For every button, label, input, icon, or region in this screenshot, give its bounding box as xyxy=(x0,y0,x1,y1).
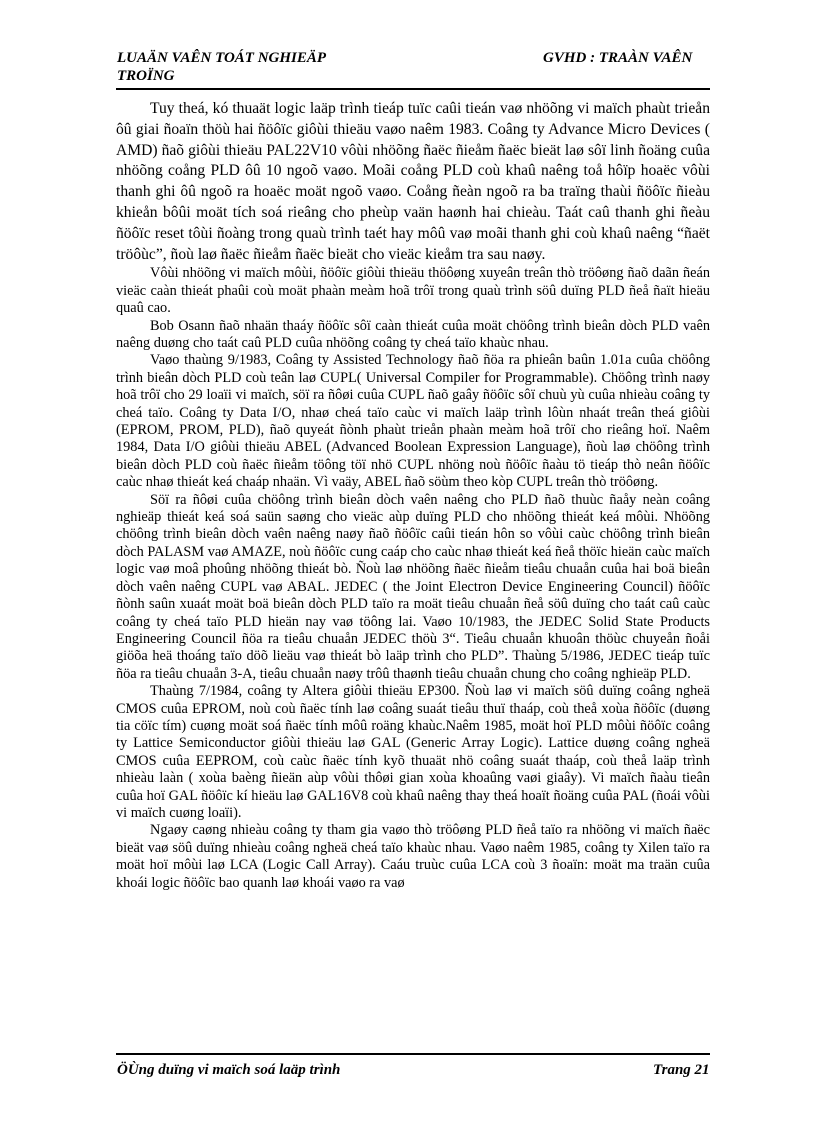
paragraph-5: Söï ra ñôøi cuûa chöông trình bieân dòch vaên naêng cho PLD ñaõ thuùc ñaåy neàn coâng nghieäp thieát keá soá saün saøng cho vieäc aùp duïng PLD cho nhöõng thieát keá môùi. Nhöõng chöông trình bieân dòch vaên naêng naøy ñaõ ñöôïc caûi tieán hôn so vôùi caùc chöông trình bieân dòch PALASM vaø AMAZE, noù ñöôïc cung caáp cho caùc nhaø thieát keá ñeå thöïc hieän caùc maïch logic vaø moâ phoûng nhöõng thieát bò. Ñoù laø nhöõng ñaëc ñieåm tieâu chuaån cuûa hai boä bieân dòch vaên naêng CUPL vaø ABAL. JEDEC ( the Joint Electron Device Engineering Council) ñöôïc ñònh saûn xuaát moät boä bieân dòch PLD taïo ra moät tieâu chuaån ñeå söû duïng cho taát caû caùc coâng ty cheá taïo PLD hieän nay vaø töông lai. Vaøo 10/1983, the JEDEC Solid State Products Engineering Council ñöa ra tieâu chuaån JEDEC thöù 3“. Tieâu chuaån khuoân thöùc chuyeån ñoåi giöõa heä thoáng taïo döõ lieäu vaø thieát bò laäp trình cho PLD”. Thaùng 5/1986, JEDEC tieáp tuïc ñöa ra tieâu chuaån 3-A, tieâu chuaån naøy trôû thaønh tieâu chuaån chung cho coâng nghieäp PLD. xyxy=(116,491,710,682)
paragraph-1: Tuy theá, kó thuaät logic laäp trình tieáp tuïc caûi tieán vaø nhöõng vi maïch phaùt trieån ôû giai ñoaïn thöù hai ñöôïc giôùi thieäu vaøo naêm 1983. Coâng ty Advance Micro Devices ( AMD) ñaõ giôùi thieäu PAL22V10 vôùi nhöõng ñaëc ñieåm ñaëc bieät laø sôï linh ñoäng cuûa nhöõng coång PLD ôû 10 ngoõ vaøo. Moãi coång PLD coù khaû naêng toå hôïp hoaëc vôùi thanh ghi ôû ngoõ ra hoaëc moät ngoõ vaøo. Coång ñeàn ngoõ ra ba traïng thaùi ñöôïc ñieàu khieån bôûi moät tích soá rieâng cho pheùp vaän haønh hai chieàu. Taát caû thanh ghi ñeàu ñöôïc reset tôùi ñoàng trong quaù trình taét hay môû vaø moãi thanh ghi coù khaû naêng “ñaët tröôùc”, ñoù laø ñaëc ñieåm ñaëc bieät cho vieäc kieåm tra sau naøy. xyxy=(116,100,710,263)
footer-rule xyxy=(116,1053,710,1055)
header-supervisor: GVHD : TRAÀN VAÊN xyxy=(543,50,693,66)
paragraph-3: Bob Osann ñaõ nhaän thaáy ñöôïc sôï caàn thieát cuûa moät chöông trình bieân dòch PLD vaên naêng duøng cho taát caû PLD cuûa nhöõng coâng ty cheá taïo khaùc nhau. xyxy=(116,317,710,351)
header-rule xyxy=(116,88,710,90)
footer-title: ÖÙng duïng vi maïch soá laäp trình xyxy=(117,1062,341,1078)
paragraph-4: Vaøo thaùng 9/1983, Coâng ty Assisted Technology ñaõ ñöa ra phieân baûn 1.01a cuûa chöông trình bieân dòch PLD coù teân laø CUPL( Universal Compiler for Programmable). Chöông trình naøy hoã trôï cho 29 loaïi vi maïch, söï ra ñôøi cuûa CUPL ñaõ gaây ñöôïc sôï chuù yù cuûa nhieàu coâng ty cheá taïo. Coâng ty Data I/O, nhaø cheá taïo caùc vi maïch laäp trình lôùn nhaát treân theá giôùi (EPROM, PROM, PLD), ñaõ quyeát ñònh phaùt trieån phaàn meàm hoã trôï cho rieâng hoï. Naêm 1984, Data I/O giôùi thieäu ABEL (Advanced Boolean Expression Language), ñoù laø chöông trình bieân dòch PLD coù ñaëc ñieåm töông töï nhö CUPL nhöng noù ñöôïc ñaàu tö tieáp thò neân ñöôïc caùc nhaø thieát keá chaáp nhaän. Vì vaäy, ABEL ñaõ söùm theo kòp CUPL treân thò tröôøng. xyxy=(116,352,710,491)
page-number: Trang 21 xyxy=(653,1062,710,1078)
header-title-line2: TROÏNG xyxy=(117,68,175,84)
body-text xyxy=(116,99,710,892)
paragraph-7: Ngaøy caøng nhieàu coâng ty tham gia vaøo thò tröôøng PLD ñeå taïo ra nhöõng vi maïch ñaëc bieät vaø söû duïng nhieàu coâng ngheä cheá taïo khaùc nhau. Vaøo naêm 1985, coâng ty Xilen taïo ra moät hoï môùi laø LCA (Logic Call Array). Caáu truùc cuûa LCA coù 3 ñoaïn: moät ma traän cuûa khoái logic ñöôïc bao quanh laø khoái vaøo ra vaø xyxy=(116,822,710,891)
header-title-line1: LUAÄN VAÊN TOÁT NGHIEÄP xyxy=(117,50,327,66)
paragraph-2: Vôùi nhöõng vi maïch môùi, ñöôïc giôùi thieäu thöôøng xuyeân treân thò tröôøng ñaõ daãn ñeán vieäc caàn thieát phaûi coù moät phaàn meàm hoã trôï trong quaù trình söû duïng PLD ñeå ñaït hieäu quaû cao. xyxy=(116,265,710,317)
paragraph-6: Thaùng 7/1984, coâng ty Altera giôùi thieäu EP300. Ñoù laø vi maïch söû duïng coâng ngheä CMOS cuûa EPROM, noù coù ñaëc tính laø coâng suaát tieâu thuï thaáp, coù theå xoùa ñöôïc (duøng tia cöïc tím) cuøng moät soá ñaëc tính môû roäng khaùc.Naêm 1985, moät hoï PLD môùi ñöôïc coâng ty Lattice Semiconductor giôùi thieäu laø GAL (Generic Array Logic). Lattice duøng coâng ngheä CMOS cuûa EEPROM, coù caùc ñaëc tính kyõ thuaät nhö coâng suaát thaáp, coù theå laäp trình nhieàu laàn ( xoùa baèng ñieän aùp vôùi thôøi gian xoùa khoaûng vaøi giaây). Vi maïch ñaàu tieân cuûa hoï GAL ñöôïc kí hieäu laø GAL16V8 coù khaû naêng thay theá hoaït ñoäng cuûa PAL (ñoái vôùi vi maïch cuøng loaïi). xyxy=(116,683,710,821)
header-thesis-title xyxy=(117,49,477,85)
